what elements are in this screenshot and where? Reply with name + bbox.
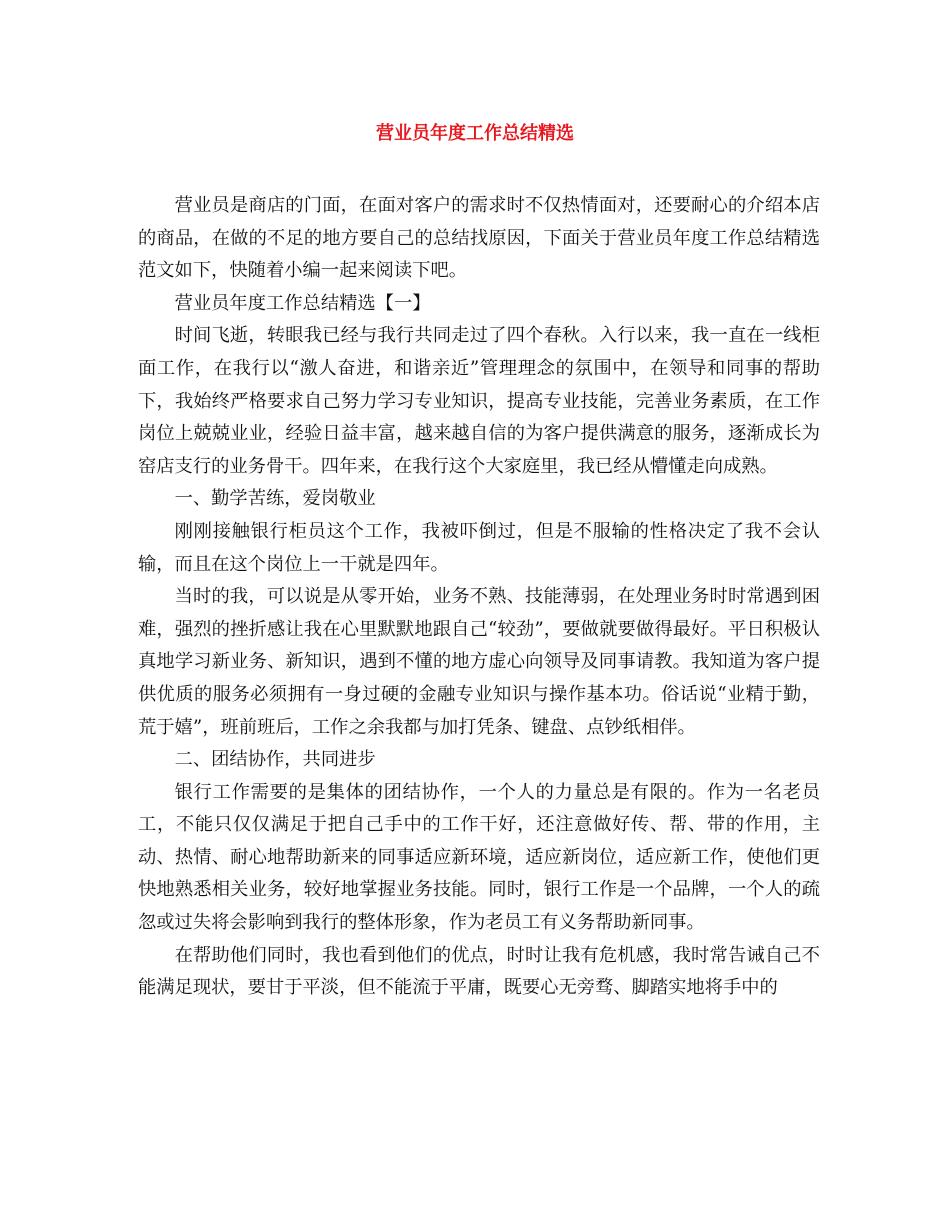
subsection-heading: 二、团结协作，共同进步 xyxy=(174,749,376,771)
body-paragraph: 银行工作需要的是集体的团结协作，一个人的力量总是有限的。作为一名老员工，不能只仅仅满足于把自己手中的工作干好，还注意做好传、帮、带的作用，主动、热情、耐心地帮助新来的同事适应新环境，适应新岗位，适应新工作，使他们更快地熟悉相关业务，较好地掌握业务技能。同时，银行工作是一个品牌，一个人的疏忽或过失将会影响到我行的整体形象，作为老员工有义务帮助新同事。 xyxy=(138,781,820,934)
subsection-heading: 一、勤学苦练，爱岗敬业 xyxy=(174,488,376,510)
section-heading: 营业员年度工作总结精选【一】 xyxy=(174,292,431,314)
body-paragraph: 当时的我，可以说是从零开始，业务不熟、技能薄弱，在处理业务时时常遇到困难，强烈的挫折感让我在心里默默地跟自己“较劲”，要做就要做得最好。平日积极认真地学习新业务、新知识，遇到不懂的地方虚心向领导及同事请教。我知道为客户提供优质的服务必须拥有一身过硬的金融专业知识与操作基本功。俗话说“业精于勤，荒于嬉”，班前班后，工作之余我都与加打凭条、键盘、点钞纸相伴。 xyxy=(138,586,820,738)
document-body xyxy=(138,190,820,1005)
body-paragraph: 刚刚接触银行柜员这个工作，我被吓倒过，但是不服输的性格决定了我不会认输，而且在这个岗位上一干就是四年。 xyxy=(138,520,820,575)
intro-paragraph: 营业员是商店的门面，在面对客户的需求时不仅热情面对，还要耐心的介绍本店的商品，在做的不足的地方要自己的总结找原因，下面关于营业员年度工作总结精选范文如下，快随着小编一起来阅读下吧。 xyxy=(138,195,820,282)
document-title: 营业员年度工作总结精选 xyxy=(376,123,574,144)
body-paragraph: 在帮助他们同时，我也看到他们的优点，时时让我有危机感，我时常告诫自己不能满足现状，要甘于平淡，但不能流于平庸，既要心无旁骛、脚踏实地将手中的 xyxy=(138,944,820,999)
body-paragraph: 时间飞逝，转眼我已经与我行共同走过了四个春秋。入行以来，我一直在一线柜面工作，在我行以“激人奋进，和谐亲近”管理理念的氛围中，在领导和同事的帮助下，我始终严格要求自己努力学习专业知识，提高专业技能，完善业务素质，在工作岗位上兢兢业业，经验日益丰富，越来越自信的为客户提供满意的服务，逐渐成长为窑店支行的业务骨干。四年来，在我行这个大家庭里，我已经从懵懂走向成熟。 xyxy=(138,325,820,477)
